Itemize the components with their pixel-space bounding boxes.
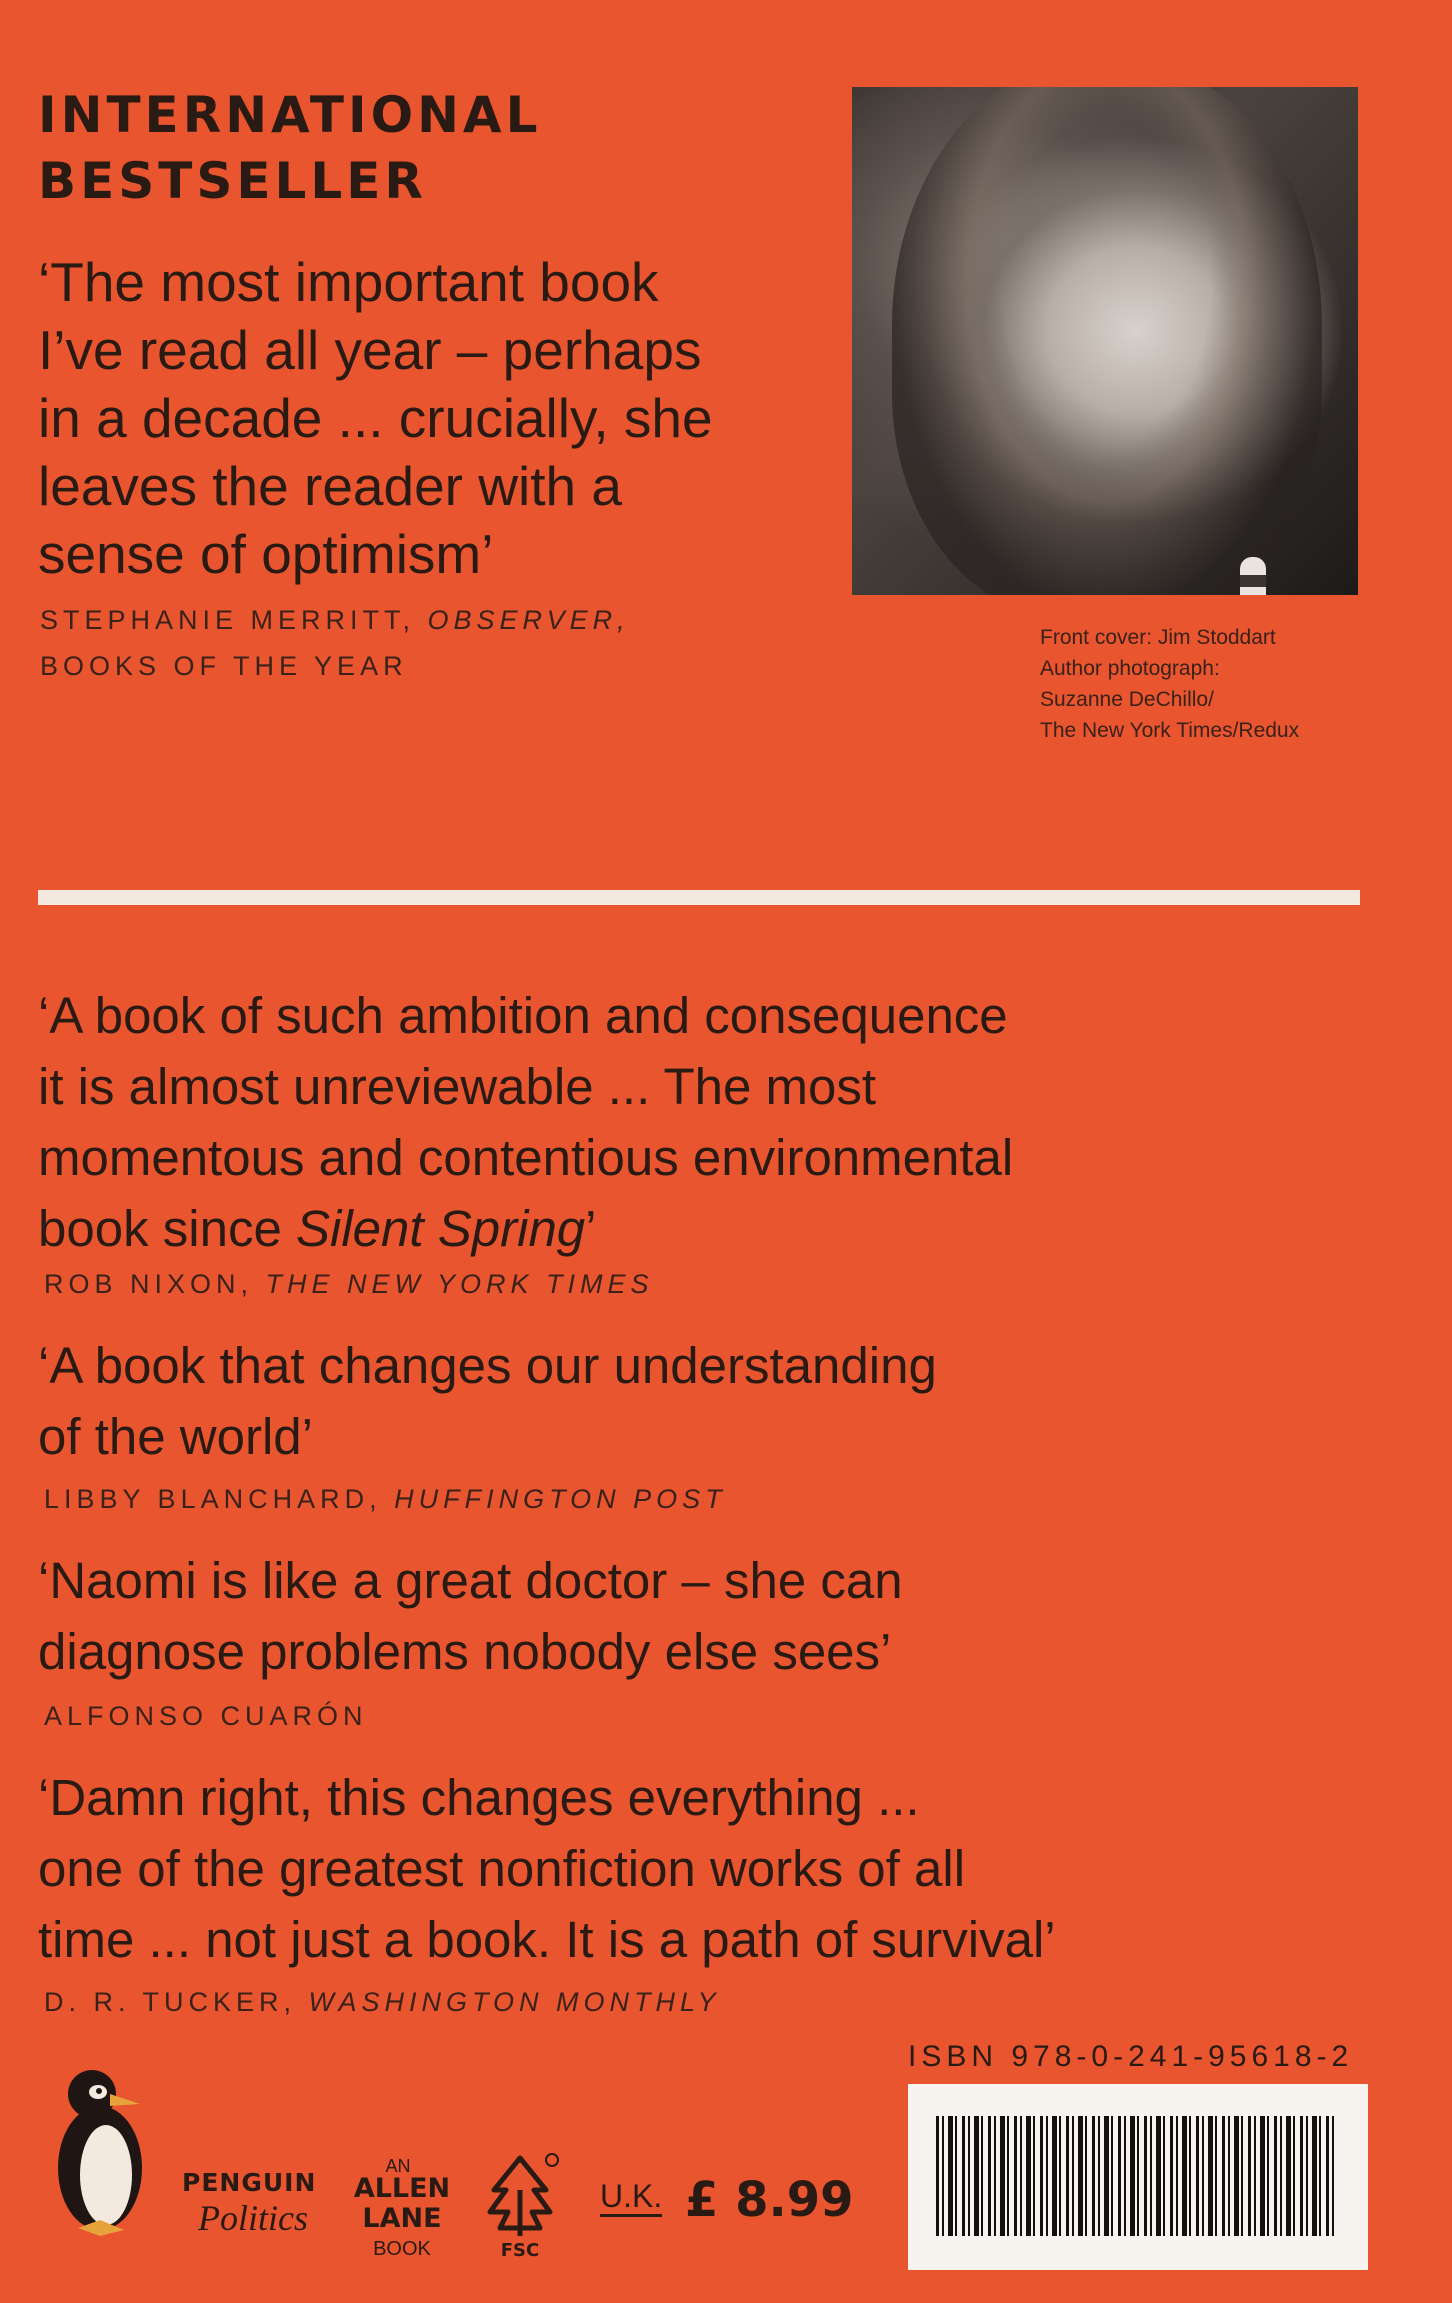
quote-4-attribution: [44, 1979, 721, 2025]
attribution-publication: OBSERVER,: [427, 605, 630, 635]
fsc-label: FSC: [500, 2240, 540, 2260]
imprint-line-1: ALLEN: [353, 2173, 451, 2204]
top-review-quote: [38, 248, 798, 588]
quote-line: ‘Damn right, this changes everything ...: [38, 1769, 920, 1826]
attribution-publication: THE NEW YORK TIMES: [265, 1269, 654, 1299]
book-title: Silent Spring: [296, 1200, 586, 1257]
quote-line: I’ve read all year – perhaps: [38, 319, 702, 381]
quote-line: it is almost unreviewable ... The most: [38, 1058, 877, 1115]
quote-line: time ... not just a book. It is a path of survival’: [38, 1911, 1056, 1968]
quote-close: ’: [585, 1200, 597, 1257]
imprint-name: [352, 2174, 452, 2234]
banner-line-2: BESTSELLER: [38, 152, 427, 210]
necklace-detail: [1240, 557, 1266, 595]
credit-line: The New York Times/Redux: [1040, 719, 1300, 742]
quote-line: ‘A book that changes our understanding: [38, 1337, 937, 1394]
author-photo-shading: [892, 87, 1322, 595]
banner-line-1: INTERNATIONAL: [38, 86, 542, 144]
credit-line: Front cover: Jim Stoddart: [1040, 626, 1276, 649]
quote-line: book since: [38, 1200, 296, 1257]
publisher-name: PENGUIN: [182, 2168, 317, 2197]
quote-1-attribution: [44, 1261, 654, 1307]
barcode: [908, 2084, 1368, 2270]
quote-line: sense of optimism’: [38, 523, 494, 585]
attribution-name: ROB NIXON,: [44, 1269, 266, 1299]
imprint-line-2: LANE: [362, 2203, 442, 2234]
barcode-bars: [936, 2116, 1336, 2236]
attribution-name: LIBBY BLANCHARD,: [44, 1484, 395, 1514]
attribution-publication: HUFFINGTON POST: [394, 1484, 727, 1514]
credit-line: Author photograph:: [1040, 657, 1220, 680]
isbn-number: ISBN 978-0-241-95618-2: [908, 2040, 1354, 2073]
top-quote-attribution: [40, 597, 630, 689]
quote-line: in a decade ... crucially, she: [38, 387, 713, 449]
quote-line: diagnose problems nobody else sees’: [38, 1623, 892, 1680]
quote-line: one of the greatest nonfiction works of all: [38, 1840, 966, 1897]
review-quote-1: [38, 980, 1188, 1264]
penguin-logo-icon: [40, 2060, 160, 2240]
quote-line: momentous and contentious environmental: [38, 1129, 1014, 1186]
quote-line: ‘A book of such ambition and consequence: [38, 987, 1008, 1044]
attribution-name: D. R. TUCKER,: [44, 1987, 309, 2017]
author-photo: [852, 87, 1358, 595]
publisher-series: Politics: [198, 2198, 308, 2238]
divider-rule: [38, 890, 1360, 905]
attribution-publication: WASHINGTON MONTHLY: [308, 1987, 721, 2017]
quote-3-attribution: [44, 1693, 368, 1739]
quote-line: ‘Naomi is like a great doctor – she can: [38, 1552, 903, 1609]
photo-credits: [1040, 622, 1400, 746]
quote-2-attribution: [44, 1476, 727, 1522]
imprint-book: BOOK: [373, 2238, 431, 2260]
attribution-name: STEPHANIE MERRITT,: [40, 605, 428, 635]
credit-line: Suzanne DeChillo/: [1040, 688, 1214, 711]
review-quote-4: [38, 1762, 1188, 1975]
fsc-tree-icon: [480, 2150, 560, 2260]
imprint-an: AN: [385, 2156, 411, 2176]
quote-line: leaves the reader with a: [38, 455, 622, 517]
bestseller-banner: [38, 82, 542, 214]
review-quote-2: [38, 1330, 1188, 1472]
quote-line: of the world’: [38, 1408, 313, 1465]
review-quote-3: [38, 1545, 1188, 1687]
price-amount: £ 8.99: [685, 2172, 854, 2228]
quote-line: ‘The most important book: [38, 251, 659, 313]
attribution-name: ALFONSO CUARÓN: [44, 1701, 368, 1731]
attribution-line-2: BOOKS OF THE YEAR: [40, 651, 408, 681]
price-region: U.K.: [600, 2178, 662, 2217]
